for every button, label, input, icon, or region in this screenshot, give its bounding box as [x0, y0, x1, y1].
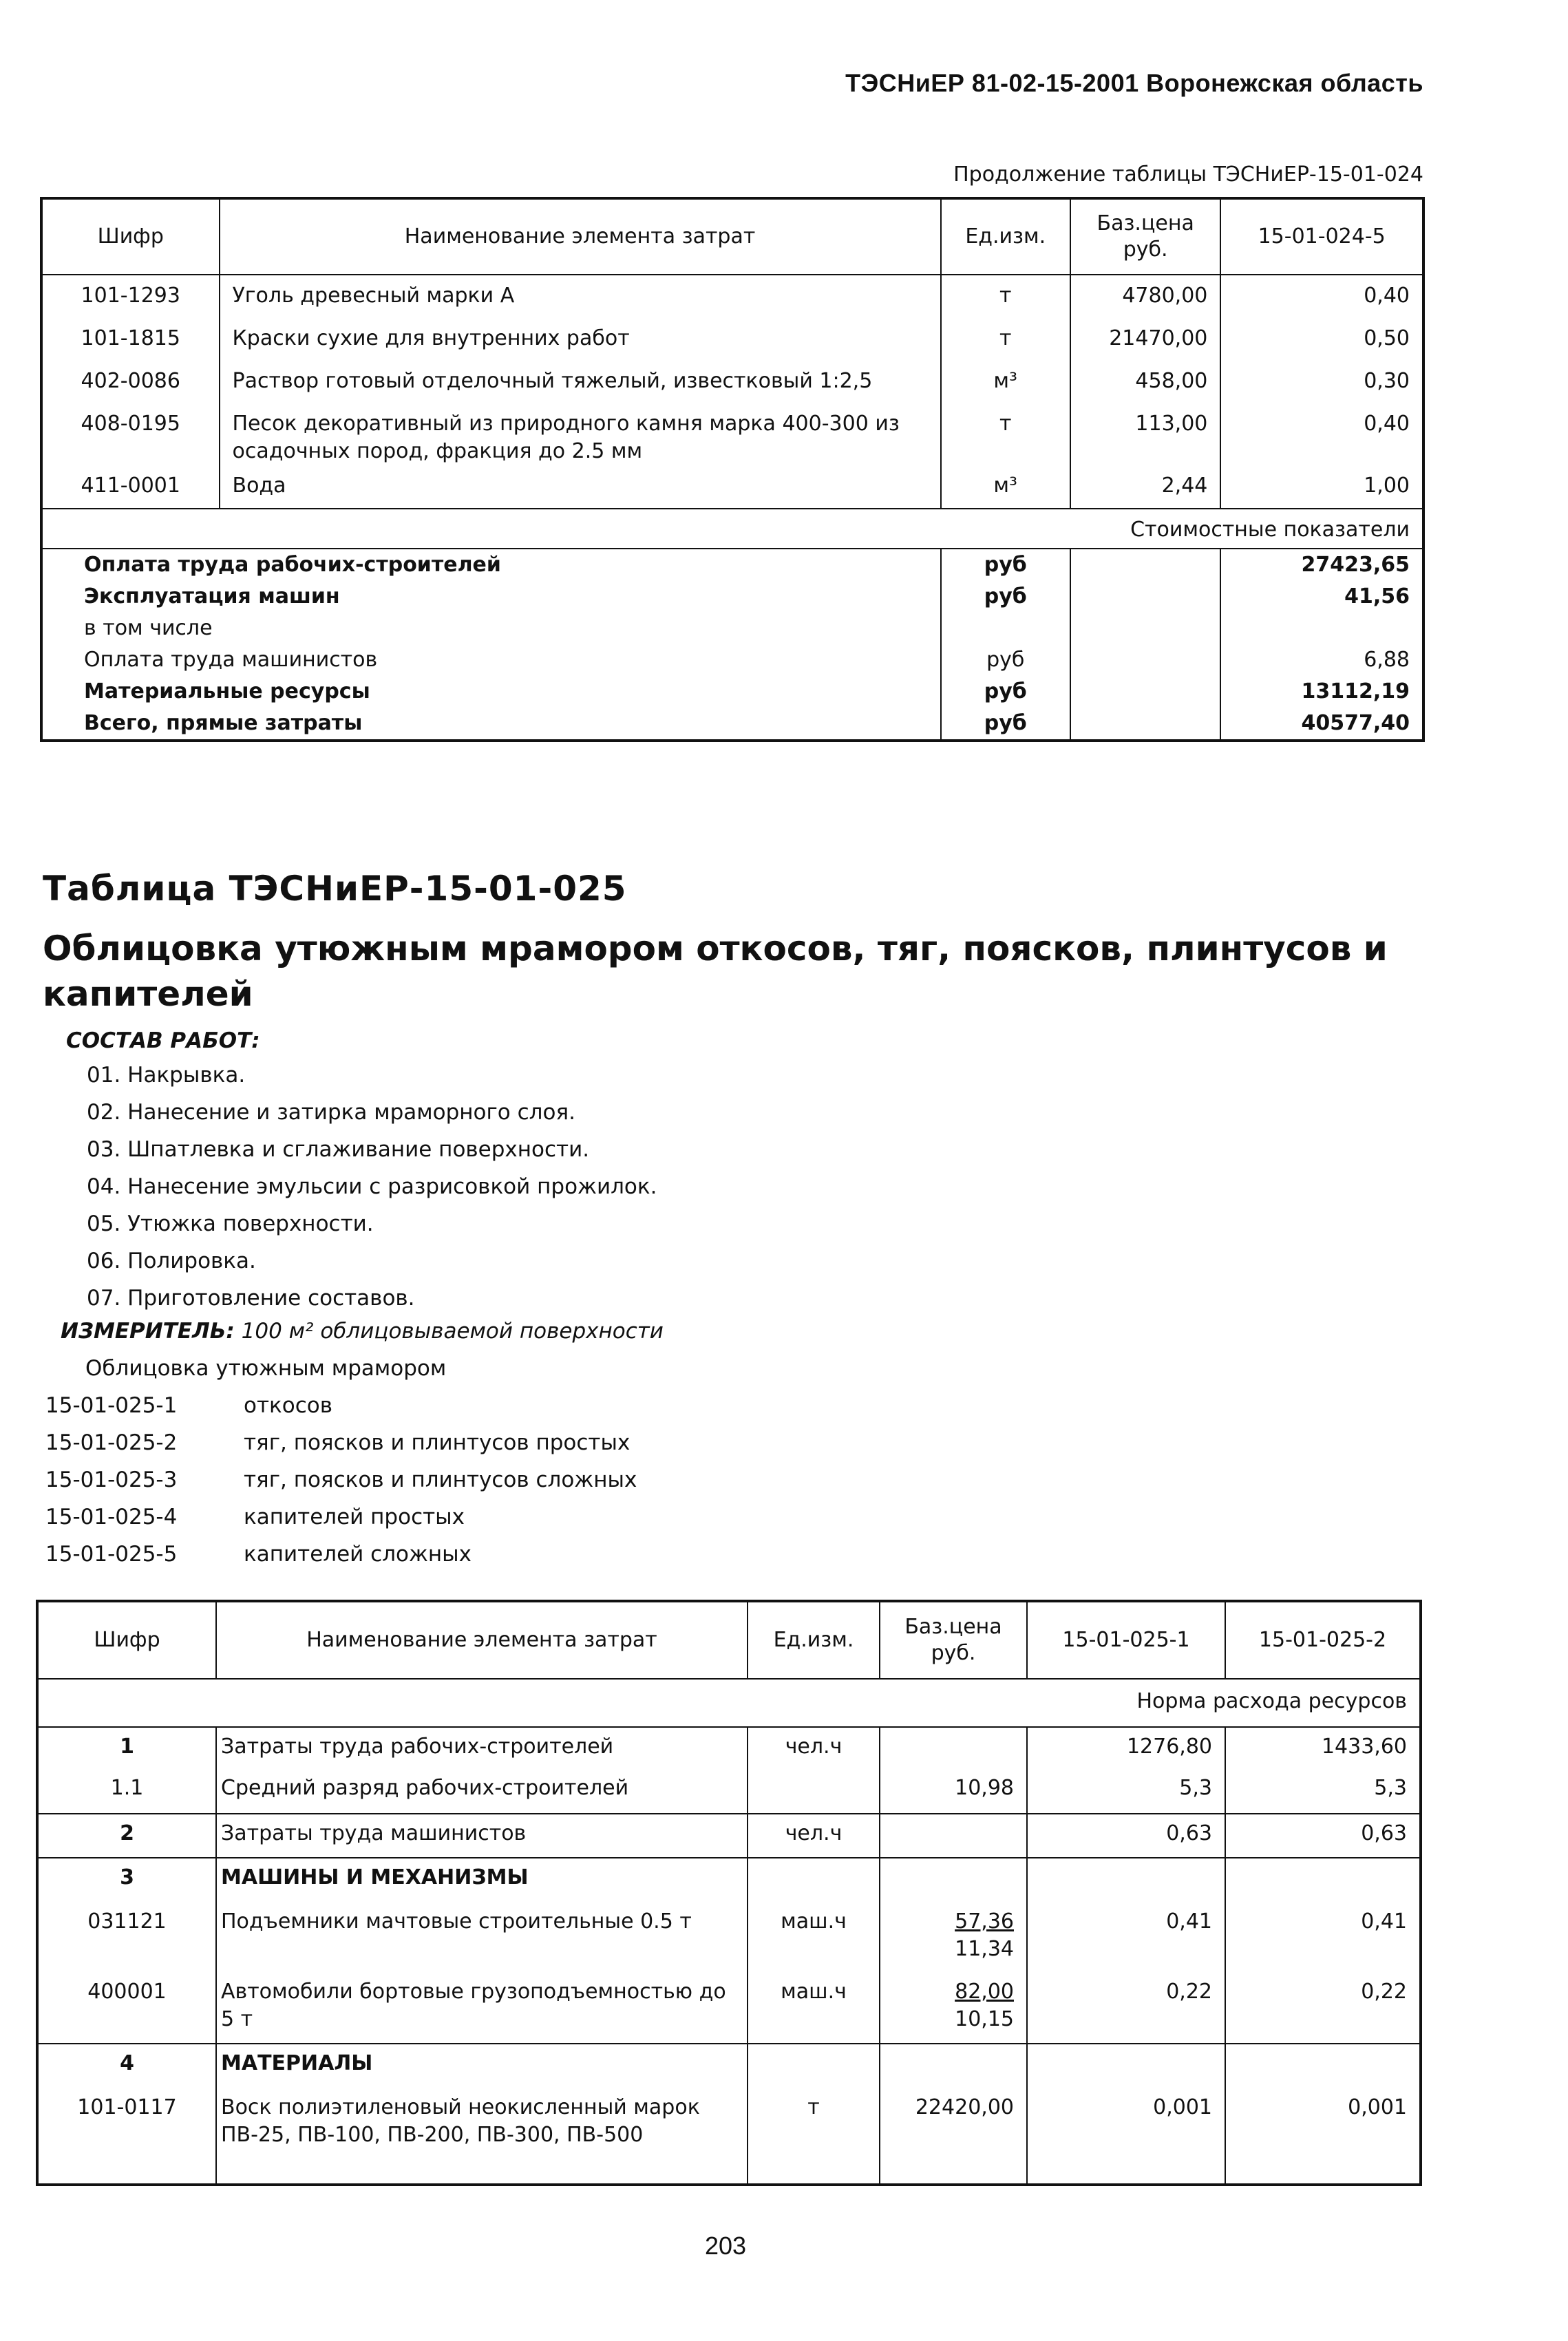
- price-cell: 2,44: [1070, 465, 1220, 509]
- work-item: 03. Шпатлевка и сглаживание поверхности.: [87, 1137, 590, 1162]
- price-cell: 458,00: [1070, 361, 1220, 403]
- cost-row: [41, 613, 1423, 644]
- code-number: 15-01-025-5: [45, 1542, 178, 1567]
- name-cell: Воск полиэтиленовый неокисленный марок ПВ-25, ПВ-100, ПВ-200, ПВ-300, ПВ-500: [216, 2088, 748, 2185]
- table-header-row: [37, 1601, 1421, 1679]
- code-description: тяг, поясков и плинтусов сложных: [244, 1468, 637, 1492]
- name-cell: Средний разряд рабочих-строителей: [216, 1769, 748, 1814]
- works-list: [66, 1028, 657, 1311]
- table-row: [37, 1727, 1421, 1769]
- value-cell: 1,00: [1364, 474, 1410, 498]
- work-item: 01. Накрывка.: [87, 1063, 246, 1088]
- cost-row: [41, 708, 1423, 741]
- price-cell: 113,00: [1070, 403, 1220, 465]
- column-header: Наименование элемента затрат: [216, 1601, 748, 1679]
- code-line: [45, 1542, 472, 1567]
- table-row: [41, 361, 1423, 403]
- code-cell: 101-1293: [41, 275, 220, 318]
- code-cell: 408-0195: [41, 403, 220, 465]
- work-item: 07. Приготовление составов.: [87, 1286, 415, 1311]
- cost-label: Всего, прямые затраты: [41, 708, 941, 741]
- name-cell: Песок декоративный из природного камня марка 400-300 из осадочных пород, фракция до 2.5 мм: [220, 403, 941, 465]
- work-item: 04. Нанесение эмульсии с разрисовкой прожилок.: [87, 1174, 657, 1199]
- code-cell: 031121: [37, 1903, 216, 1973]
- code-number: 15-01-025-1: [45, 1393, 178, 1418]
- work-item: 02. Нанесение и затирка мраморного слоя.: [87, 1100, 575, 1125]
- value-cell: 0,63: [1027, 1814, 1225, 1858]
- column-header: Ед.изм.: [748, 1601, 880, 1679]
- price-cell: [880, 2044, 1027, 2088]
- value-cell: 0,50: [1364, 326, 1410, 350]
- table-row: [41, 465, 1423, 509]
- value-cell: 0,41: [1361, 1909, 1407, 1934]
- cost-unit: руб: [941, 581, 1070, 613]
- cost-unit: руб: [941, 676, 1070, 708]
- column-header: Шифр: [37, 1601, 216, 1679]
- code-cell: 3: [37, 1858, 216, 1903]
- table-continuation-label: Продолжение таблицы ТЭСНиЕР-15-01-024: [953, 162, 1423, 187]
- cost-value: 6,88: [1364, 648, 1410, 672]
- value-cell: [1225, 2044, 1421, 2088]
- cost-value: [1220, 613, 1423, 644]
- cost-label: Оплата труда рабочих-строителей: [41, 549, 941, 581]
- price-cell: [880, 1858, 1027, 1903]
- section-subtitle: Облицовка утюжным мрамором откосов, тяг, поясков, плинтусов и капителей: [43, 929, 1388, 1014]
- column-header: Ед.изм.: [941, 198, 1070, 275]
- value-cell: [1027, 1858, 1225, 1903]
- price-cell: [880, 1727, 1027, 1769]
- price-cell: 21470,00: [1070, 318, 1220, 361]
- unit-cell: м³: [941, 361, 1070, 403]
- cost-label: Материальные ресурсы: [41, 676, 941, 708]
- value-cell: 0,22: [1027, 1973, 1225, 2044]
- meter-line: [61, 1319, 664, 1344]
- cost-value: 13112,19: [1301, 679, 1410, 703]
- meter-value: 100 м² облицовываемой поверхности: [241, 1319, 664, 1344]
- price-main: 82,00: [955, 1980, 1014, 2004]
- table-header-row: [41, 198, 1423, 275]
- name-cell: Подъемники мачтовые строительные 0.5 т: [216, 1903, 748, 1973]
- resource-table-024: [40, 197, 1425, 742]
- meter-label: ИЗМЕРИТЕЛЬ:: [61, 1319, 235, 1344]
- table-row: [37, 1814, 1421, 1858]
- column-header: Баз.цена руб.: [880, 1601, 1027, 1679]
- value-cell: 5,3: [1374, 1776, 1407, 1800]
- value-cell: 1433,60: [1225, 1727, 1421, 1769]
- code-number: 15-01-025-2: [45, 1430, 178, 1455]
- cost-unit: руб: [941, 708, 1070, 741]
- table-row: [37, 2044, 1421, 2088]
- section-row: [41, 509, 1423, 549]
- cost-unit: [941, 613, 1070, 644]
- table-row: [37, 1769, 1421, 1814]
- section-label: Стоимостные показатели: [41, 509, 1423, 549]
- column-header: Наименование элемента затрат: [220, 198, 941, 275]
- name-cell: Автомобили бортовые грузоподъемностью до 5 т: [216, 1973, 748, 2044]
- value-cell: 0,30: [1364, 369, 1410, 393]
- code-line: [45, 1430, 630, 1455]
- code-cell: 2: [37, 1814, 216, 1858]
- value-cell: 0,41: [1027, 1903, 1225, 1973]
- table-row: [37, 2088, 1421, 2185]
- cost-unit: руб: [941, 644, 1070, 676]
- price-cell: 4780,00: [1070, 275, 1220, 318]
- table-row: [37, 1858, 1421, 1903]
- name-cell: МАТЕРИАЛЫ: [216, 2044, 748, 2088]
- name-cell: МАШИНЫ И МЕХАНИЗМЫ: [216, 1858, 748, 1903]
- cost-row: [41, 549, 1423, 581]
- code-description: капителей простых: [244, 1505, 465, 1529]
- unit-cell: м³: [941, 465, 1070, 509]
- table-row: [37, 1903, 1421, 1973]
- table-row: [41, 403, 1423, 465]
- cost-label: в том числе: [41, 613, 941, 644]
- name-cell: Раствор готовый отделочный тяжелый, известковый 1:2,5: [220, 361, 941, 403]
- price-cell: [880, 1973, 1027, 2044]
- code-cell: 411-0001: [41, 465, 220, 509]
- column-header: Баз.цена руб.: [1070, 198, 1220, 275]
- code-description: капителей сложных: [244, 1542, 472, 1567]
- price-main: 57,36: [955, 1909, 1014, 1934]
- unit-cell: маш.ч: [748, 1973, 880, 2044]
- price-wage: 10,15: [955, 2007, 1014, 2031]
- cost-label: Оплата труда машинистов: [41, 644, 941, 676]
- unit-cell: [748, 2044, 880, 2088]
- value-cell: 0,22: [1361, 1980, 1407, 2004]
- value-cell: 0,001: [1027, 2088, 1225, 2185]
- price-cell: [880, 1814, 1027, 1858]
- work-item: 06. Полировка.: [87, 1249, 256, 1273]
- code-number: 15-01-025-4: [45, 1505, 178, 1529]
- code-line: [45, 1393, 332, 1418]
- column-header: 15-01-025-2: [1225, 1601, 1421, 1679]
- name-cell: Вода: [220, 465, 941, 509]
- code-cell: 4: [37, 2044, 216, 2088]
- page-number: 203: [705, 2232, 747, 2260]
- work-item: 05. Утюжка поверхности.: [87, 1211, 374, 1236]
- price-wage: 11,34: [955, 1937, 1014, 1961]
- column-header: Шифр: [41, 198, 220, 275]
- unit-cell: т: [941, 275, 1070, 318]
- value-cell: 0,63: [1225, 1814, 1421, 1858]
- document-header: ТЭСНиЕР 81-02-15-2001 Воронежская область: [845, 69, 1423, 97]
- code-cell: 1: [37, 1727, 216, 1769]
- code-cell: 400001: [37, 1973, 216, 2044]
- codes-subtitle: Облицовка утюжным мрамором: [85, 1356, 447, 1381]
- name-cell: Затраты труда машинистов: [216, 1814, 748, 1858]
- value-cell: [1225, 1858, 1421, 1903]
- cost-label: Эксплуатация машин: [41, 581, 941, 613]
- norm-label: Норма расхода ресурсов: [37, 1679, 1421, 1727]
- name-cell: Уголь древесный марки А: [220, 275, 941, 318]
- code-number: 15-01-025-3: [45, 1468, 178, 1492]
- value-cell: 0,40: [1364, 412, 1410, 436]
- works-label: СОСТАВ РАБОТ:: [66, 1028, 260, 1053]
- column-header: 15-01-025-1: [1027, 1601, 1225, 1679]
- code-description: тяг, поясков и плинтусов простых: [244, 1430, 631, 1455]
- unit-cell: [748, 1769, 880, 1814]
- unit-cell: маш.ч: [748, 1903, 880, 1973]
- code-cell: 101-1815: [41, 318, 220, 361]
- cost-value: 41,56: [1344, 584, 1410, 608]
- unit-cell: чел.ч: [748, 1727, 880, 1769]
- table-row: [37, 1973, 1421, 2044]
- value-cell: 1276,80: [1027, 1727, 1225, 1769]
- value-cell: 0,001: [1348, 2095, 1407, 2119]
- name-cell: Затраты труда рабочих-строителей: [216, 1727, 748, 1769]
- table-title: Таблица ТЭСНиЕР-15-01-025: [43, 869, 627, 909]
- unit-cell: чел.ч: [748, 1814, 880, 1858]
- unit-cell: [748, 1858, 880, 1903]
- cost-value: 27423,65: [1220, 549, 1423, 581]
- resource-table-025: [36, 1600, 1422, 2186]
- column-header: 15-01-024-5: [1220, 198, 1423, 275]
- name-cell: Краски сухие для внутренних работ: [220, 318, 941, 361]
- cost-row: [41, 644, 1423, 676]
- cost-row: [41, 581, 1423, 613]
- price-cell: 10,98: [880, 1769, 1027, 1814]
- cost-value: 40577,40: [1301, 711, 1410, 735]
- table-row: [41, 275, 1423, 318]
- table-row: [41, 318, 1423, 361]
- value-cell: [1027, 2044, 1225, 2088]
- code-description: откосов: [244, 1393, 332, 1418]
- code-line: [45, 1505, 465, 1529]
- code-cell: 1.1: [37, 1769, 216, 1814]
- code-cell: 101-0117: [37, 2088, 216, 2185]
- cost-row: [41, 676, 1423, 708]
- unit-cell: т: [748, 2088, 880, 2185]
- value-cell: 0,40: [1364, 284, 1410, 308]
- code-cell: 402-0086: [41, 361, 220, 403]
- cost-unit: руб: [941, 549, 1070, 581]
- unit-cell: т: [941, 403, 1070, 465]
- value-cell: 5,3: [1027, 1769, 1225, 1814]
- norm-row: [37, 1679, 1421, 1727]
- price-cell: [880, 1903, 1027, 1973]
- unit-cell: т: [941, 318, 1070, 361]
- price-cell: 22420,00: [880, 2088, 1027, 2185]
- code-line: [45, 1468, 637, 1492]
